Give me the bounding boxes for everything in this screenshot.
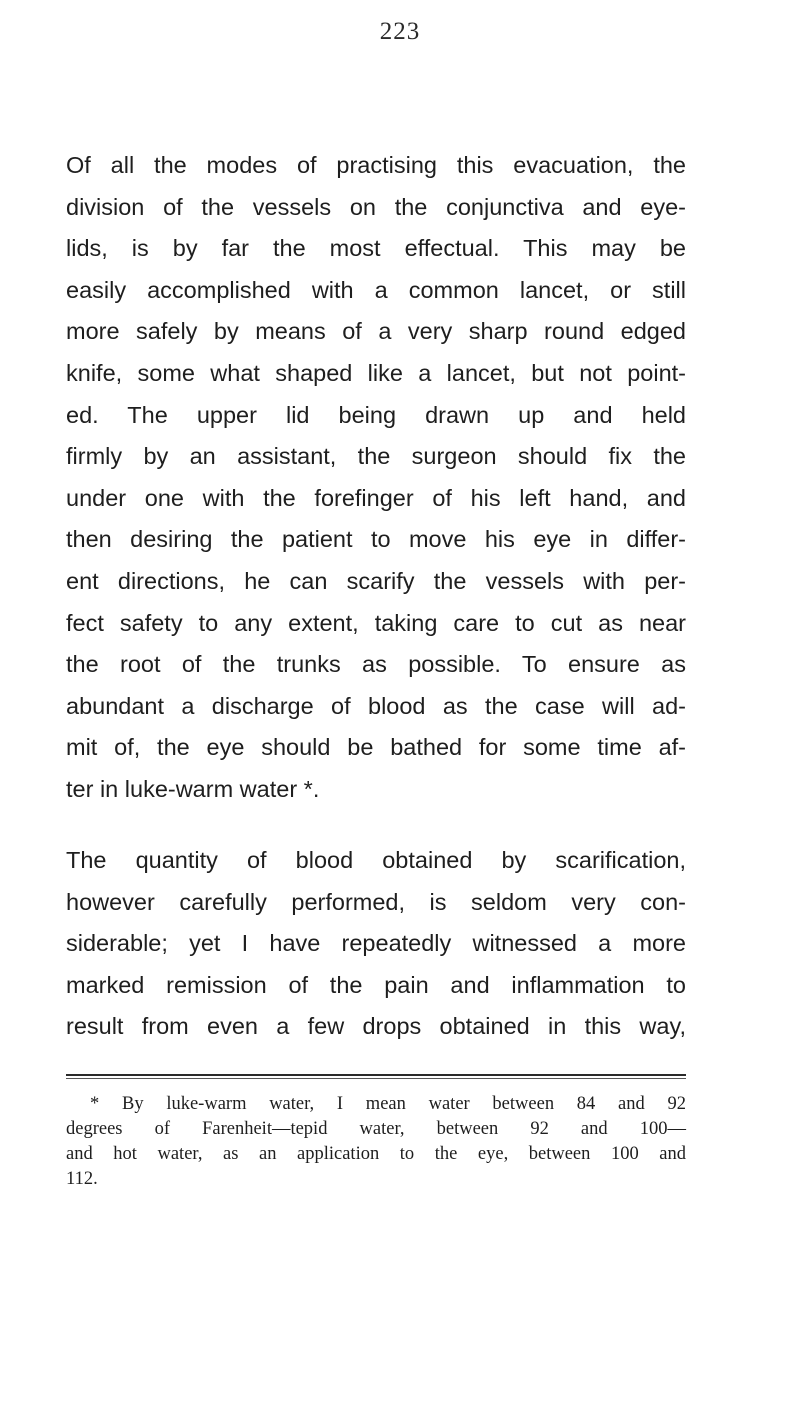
paragraph-2 bbox=[66, 840, 686, 1048]
page-number: 223 bbox=[379, 18, 421, 45]
footnote-line: degrees of Farenheit—tepid water, between 92 and 100— bbox=[66, 1119, 686, 1139]
footnote-line: 112. bbox=[66, 1169, 98, 1189]
text-line: The quantity of blood obtained by scarification, bbox=[66, 847, 686, 873]
text-line: marked remission of the pain and inflammation to bbox=[66, 971, 686, 998]
text-line: then desiring the patient to move his eye in differ- bbox=[66, 526, 686, 553]
text-line: however carefully performed, is seldom very con- bbox=[66, 888, 686, 915]
text-line: more safely by means of a very sharp round edged bbox=[66, 318, 686, 345]
text-line: ent directions, he can scarify the vessels with per- bbox=[66, 567, 686, 594]
text-line: ed. The upper lid being drawn up and held bbox=[66, 401, 686, 428]
text-line: result from even a few drops obtained in this way, bbox=[66, 1013, 686, 1040]
text-line: mit of, the eye should be bathed for some time af- bbox=[66, 734, 686, 761]
paragraph-1 bbox=[66, 145, 686, 811]
text-line: knife, some what shaped like a lancet, but not point- bbox=[66, 359, 686, 386]
text-line: the root of the trunks as possible. To ensure as bbox=[66, 651, 686, 678]
text-line: division of the vessels on the conjunctiva and eye- bbox=[66, 193, 686, 220]
footnote-line: and hot water, as an application to the eye, between 100 and bbox=[66, 1144, 686, 1164]
footnote bbox=[66, 1092, 686, 1192]
text-line: abundant a discharge of blood as the case will ad- bbox=[66, 692, 686, 719]
text-line: Of all the modes of practising this evacuation, the bbox=[66, 152, 686, 178]
text-line: under one with the forefinger of his left hand, and bbox=[66, 484, 686, 511]
footnote-divider-thin bbox=[66, 1078, 686, 1079]
text-line: lids, is by far the most effectual. This may be bbox=[66, 235, 686, 262]
text-line: fect safety to any extent, taking care to cut as near bbox=[66, 609, 686, 636]
text-line: siderable; yet I have repeatedly witnessed a more bbox=[66, 930, 686, 957]
text-line: firmly by an assistant, the surgeon should fix the bbox=[66, 443, 686, 470]
text-line: easily accomplished with a common lancet, or still bbox=[66, 276, 686, 303]
footnote-divider bbox=[66, 1074, 686, 1076]
text-line: ter in luke-warm water *. bbox=[66, 775, 320, 802]
footnote-line: * By luke-warm water, I mean water between 84 and 92 bbox=[90, 1094, 686, 1114]
